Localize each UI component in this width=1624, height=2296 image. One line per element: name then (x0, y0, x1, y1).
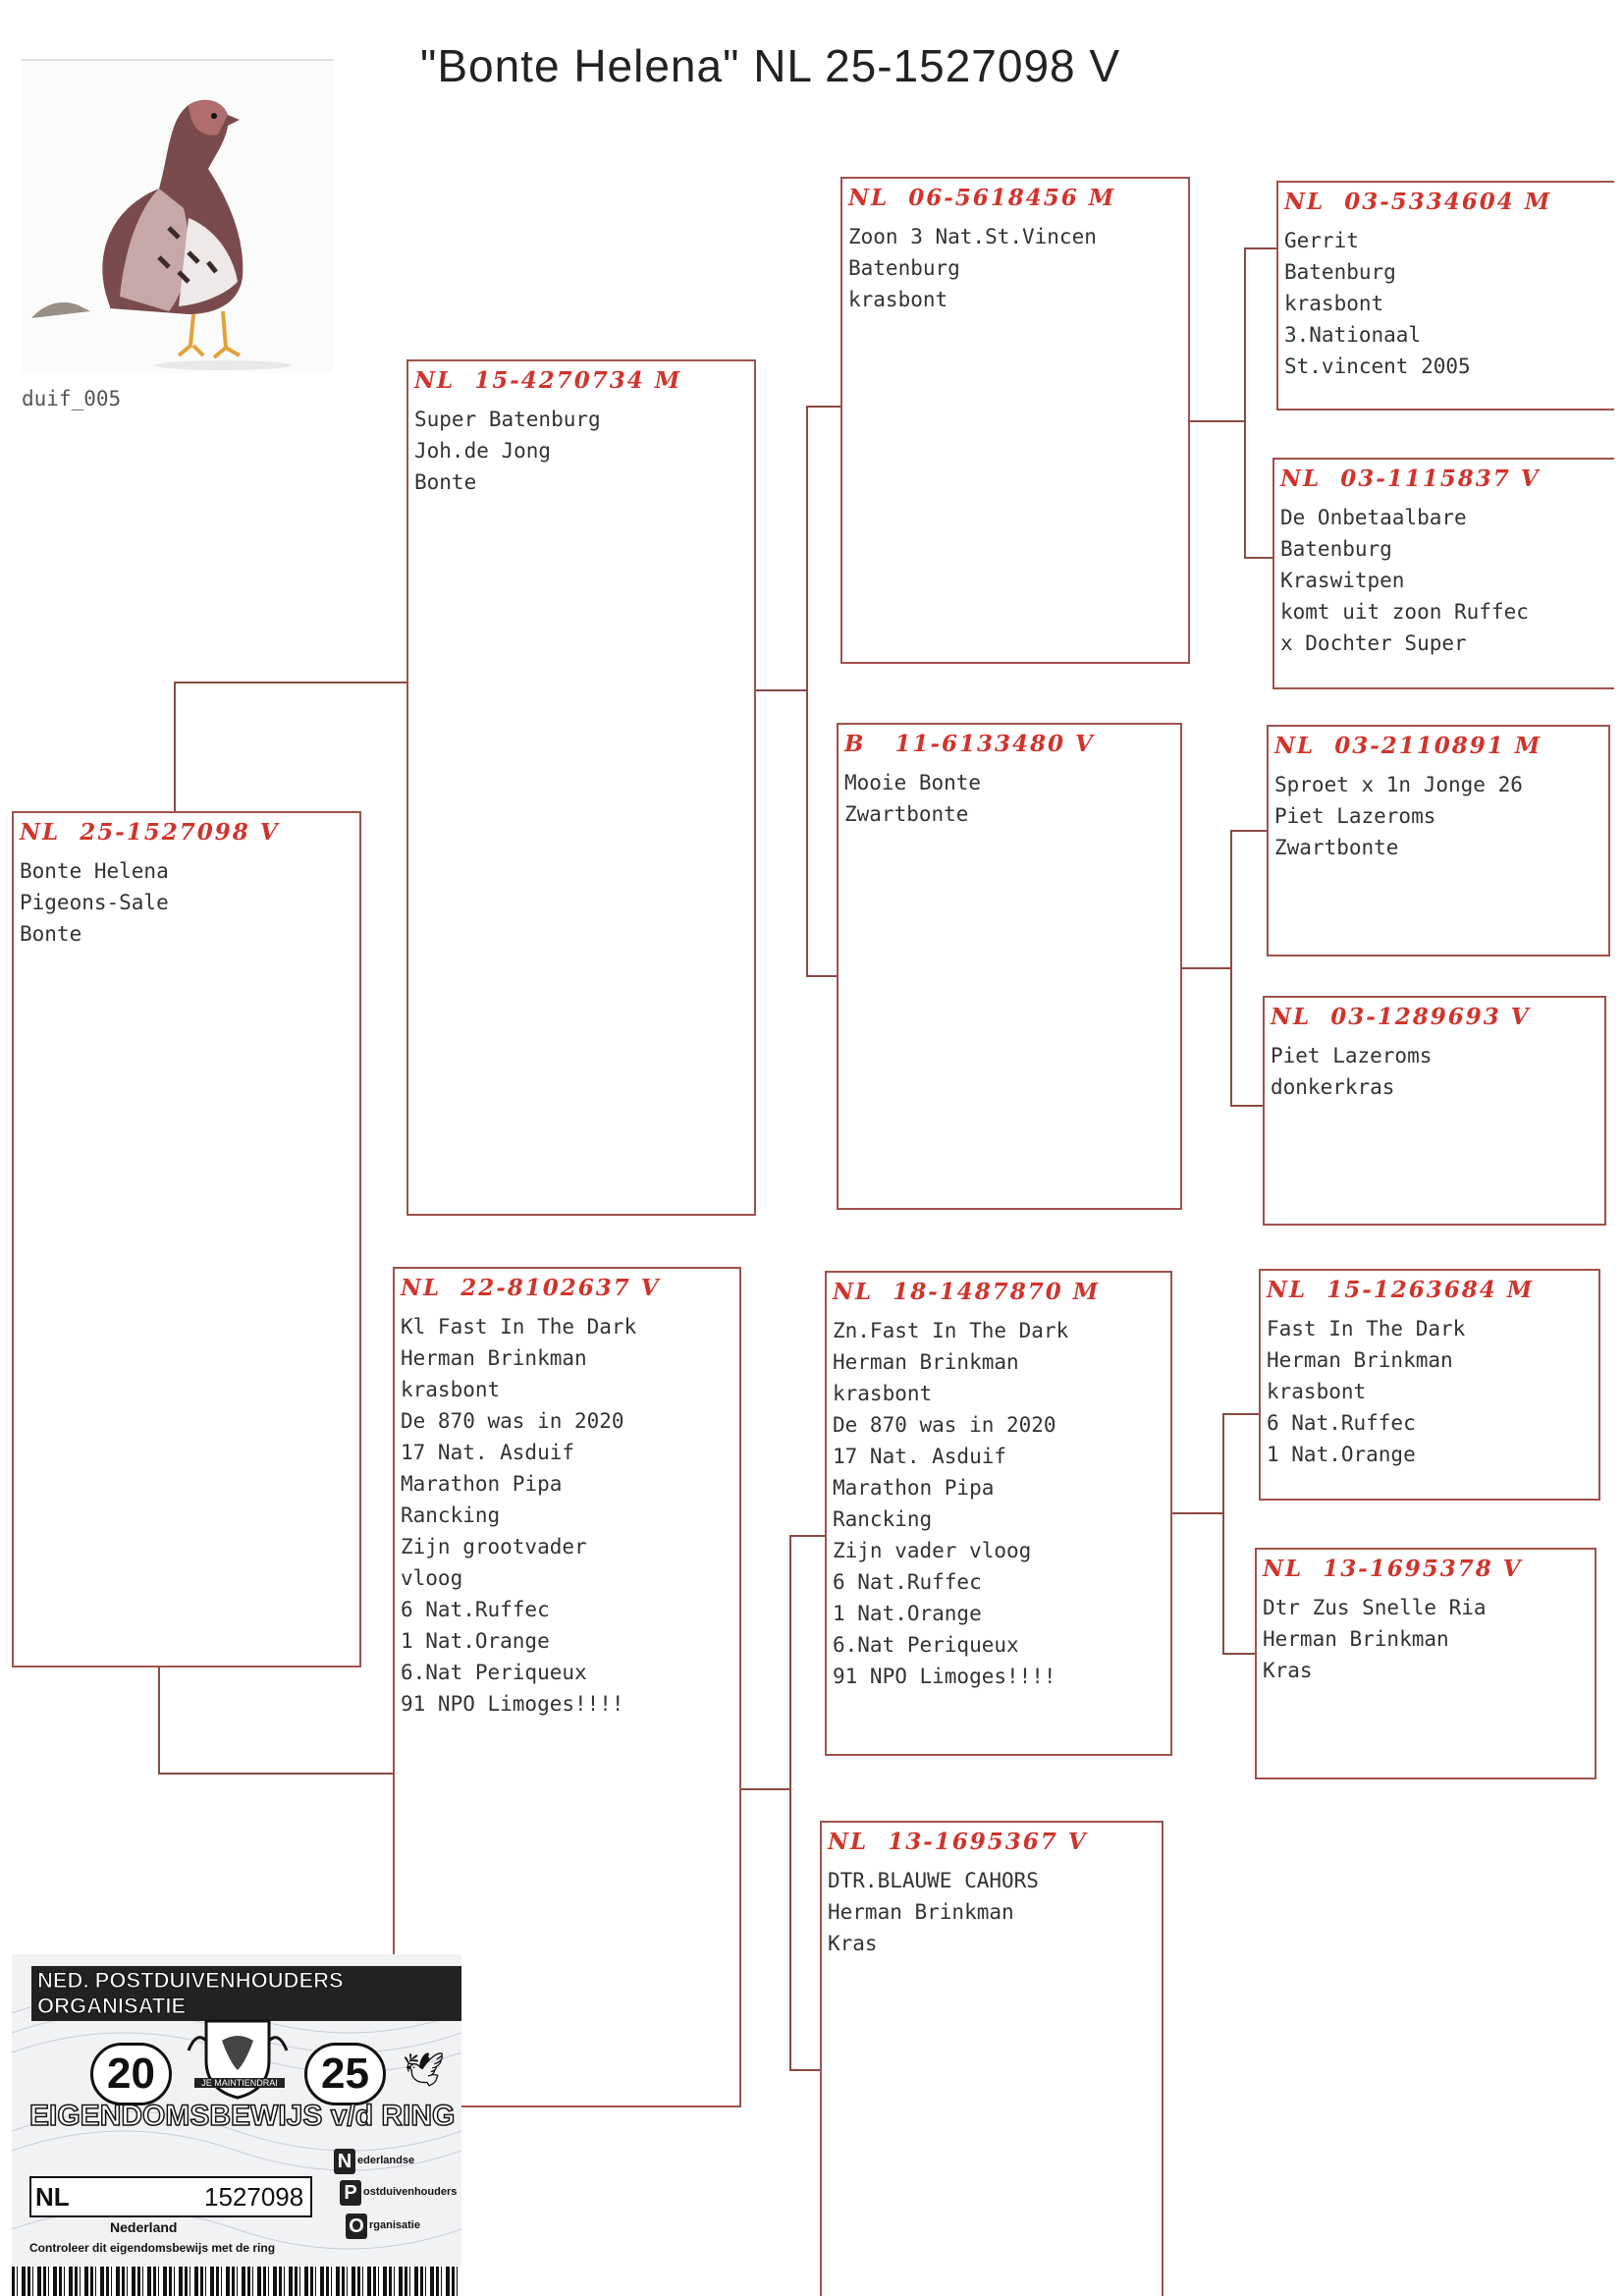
subject-card (12, 811, 361, 1667)
npo-word-n: ederlandse (357, 2155, 415, 2166)
mff-line: Herman Brinkman (1267, 1348, 1453, 1372)
certificate-country-code: NL (35, 2182, 70, 2212)
mother-line: Herman Brinkman (401, 1346, 587, 1370)
mff-line: 1 Nat.Orange (1267, 1443, 1416, 1466)
fmf-lines (1274, 769, 1602, 863)
mf-line: 91 NPO Limoges!!!! (833, 1665, 1056, 1688)
mm-line: Kras (828, 1932, 878, 1955)
npo-letter-p: P (340, 2180, 361, 2206)
mf-line: 6 Nat.Ruffec (833, 1570, 982, 1594)
mf-line: Zijn vader vloog (833, 1539, 1032, 1562)
mff-ring: NL 15-1263684 M (1267, 1277, 1535, 1303)
fm-line: Zwartbonte (844, 802, 969, 826)
ff-line: Batenburg (848, 256, 960, 280)
mf-line: Herman Brinkman (833, 1350, 1019, 1374)
mother-line: Kl Fast In The Dark (401, 1315, 637, 1339)
mother-line: 1 Nat.Orange (401, 1629, 550, 1653)
certificate-notice: Controleer dit eigendomsbewijs met de ring (29, 2241, 276, 2255)
mother-lines (401, 1311, 733, 1720)
mother-line: 6 Nat.Ruffec (401, 1598, 550, 1621)
mfm-line: Kras (1263, 1659, 1313, 1682)
dove-icon: 🕊 (403, 2050, 446, 2090)
ffm-line: Batenburg (1280, 537, 1392, 561)
ff-card (840, 177, 1190, 664)
barcode (12, 2267, 461, 2296)
certificate-year-right: 25 (304, 2043, 386, 2105)
mfm-line: Herman Brinkman (1263, 1627, 1449, 1651)
father-line: Super Batenburg (414, 408, 601, 431)
npo-letter-n: N (334, 2149, 355, 2174)
fmf-line: Sproet x 1n Jonge 26 (1274, 773, 1523, 796)
certificate-country-name: Nederland (110, 2219, 178, 2235)
fmf-line: Piet Lazeroms (1274, 804, 1436, 828)
mff-line: krasbont (1267, 1380, 1367, 1403)
ff-line: krasbont (848, 288, 948, 311)
father-line: Bonte (414, 470, 477, 494)
mf-line: De 870 was in 2020 (833, 1413, 1056, 1437)
mfm-line: Dtr Zus Snelle Ria (1263, 1596, 1487, 1619)
fff-line: Batenburg (1284, 260, 1396, 284)
subject-ring: NL 25-1527098 V (20, 819, 280, 846)
mother-line: Rancking (401, 1503, 501, 1527)
mother-line: Zijn grootvader (401, 1535, 587, 1558)
npo-word-p: ostduivenhouders (363, 2186, 458, 2198)
ffm-card (1272, 458, 1614, 689)
fm-ring: B 11-6133480 V (844, 731, 1095, 757)
photo-caption: duif_005 (22, 387, 122, 410)
mfm-lines (1263, 1592, 1589, 1686)
father-lines (414, 404, 748, 498)
certificate-ring-number: 1527098 (204, 2182, 304, 2212)
ff-ring: NL 06-5618456 M (848, 185, 1116, 211)
mff-line: 6 Nat.Ruffec (1267, 1411, 1416, 1435)
mf-line: Marathon Pipa (833, 1476, 995, 1500)
page-title: "Bonte Helena" NL 25-1527098 V (420, 40, 1121, 91)
fm-card (837, 723, 1182, 1210)
ffm-line: De Onbetaalbare (1280, 506, 1467, 529)
fmf-line: Zwartbonte (1274, 836, 1399, 859)
fm-lines (844, 767, 1174, 830)
fff-line: krasbont (1284, 292, 1384, 315)
npo-word-o: rganisatie (369, 2219, 420, 2231)
mf-lines (833, 1315, 1164, 1692)
certificate-org: NED. POSTDUIVENHOUDERS ORGANISATIE (31, 1966, 461, 2021)
mff-card (1259, 1269, 1600, 1501)
mm-line: DTR.BLAUWE CAHORS (828, 1869, 1039, 1892)
fff-card (1276, 181, 1614, 410)
certificate-year-left: 20 (90, 2043, 172, 2105)
mff-lines (1267, 1313, 1593, 1470)
subject-line: Bonte (20, 922, 82, 946)
father-card (406, 359, 756, 1216)
mf-ring: NL 18-1487870 M (833, 1279, 1101, 1305)
mm-ring: NL 13-1695367 V (828, 1829, 1088, 1855)
mm-lines (828, 1865, 1156, 1959)
mother-line: vloog (401, 1566, 463, 1590)
fmm-line: donkerkras (1271, 1075, 1395, 1099)
ffm-line: Kraswitpen (1280, 569, 1405, 592)
fmm-card (1263, 996, 1606, 1226)
subject-lines (20, 855, 353, 950)
mf-line: Zn.Fast In The Dark (833, 1319, 1069, 1342)
fff-line: 3.Nationaal (1284, 323, 1422, 347)
mother-line: krasbont (401, 1378, 501, 1401)
mf-line: Rancking (833, 1507, 933, 1531)
fmf-card (1267, 725, 1610, 957)
fmm-lines (1271, 1040, 1598, 1103)
mother-line: Marathon Pipa (401, 1472, 563, 1496)
fff-ring: NL 03-5334604 M (1284, 189, 1552, 215)
ffm-lines (1280, 502, 1608, 659)
npo-letter-o: O (346, 2214, 367, 2239)
ffm-ring: NL 03-1115837 V (1280, 465, 1541, 492)
fff-line: St.vincent 2005 (1284, 355, 1471, 378)
fm-line: Mooie Bonte (844, 771, 982, 794)
father-ring: NL 15-4270734 M (414, 367, 682, 394)
subject-line: Bonte Helena (20, 859, 169, 883)
fmf-ring: NL 03-2110891 M (1274, 733, 1543, 759)
subject-line: Pigeons-Sale (20, 891, 169, 914)
mff-line: Fast In The Dark (1267, 1317, 1466, 1340)
certificate-heading: EIGENDOMSBEWIJS v/d RING (29, 2100, 456, 2132)
certificate-banner: JE MAINTIENDRAI (194, 2078, 285, 2088)
ffm-line: komt uit zoon Ruffec (1280, 600, 1529, 624)
certificate-ring-field (29, 2176, 312, 2217)
ffm-line: x Dochter Super (1280, 631, 1467, 655)
mm-line: Herman Brinkman (828, 1900, 1014, 1924)
mother-line: 91 NPO Limoges!!!! (401, 1692, 624, 1716)
mother-line: 17 Nat. Asduif (401, 1441, 575, 1464)
ownership-certificate (12, 1954, 461, 2296)
fmm-line: Piet Lazeroms (1271, 1044, 1433, 1067)
ff-line: Zoon 3 Nat.St.Vincen (848, 225, 1097, 248)
mf-card (825, 1271, 1172, 1756)
coat-of-arms-icon (187, 2011, 289, 2102)
father-line: Joh.de Jong (414, 439, 552, 463)
mfm-card (1255, 1548, 1597, 1779)
mother-ring: NL 22-8102637 V (401, 1275, 661, 1301)
mf-line: 17 Nat. Asduif (833, 1445, 1007, 1468)
mfm-ring: NL 13-1695378 V (1263, 1556, 1523, 1582)
fff-line: Gerrit (1284, 229, 1359, 252)
mf-line: 1 Nat.Orange (833, 1602, 982, 1625)
mf-line: krasbont (833, 1382, 933, 1405)
mm-card (820, 1821, 1164, 2296)
mother-line: De 870 was in 2020 (401, 1409, 624, 1433)
mf-line: 6.Nat Periqueux (833, 1633, 1019, 1657)
mother-line: 6.Nat Periqueux (401, 1661, 587, 1684)
fff-lines (1284, 225, 1608, 382)
fmm-ring: NL 03-1289693 V (1271, 1004, 1531, 1030)
ff-lines (848, 221, 1182, 315)
